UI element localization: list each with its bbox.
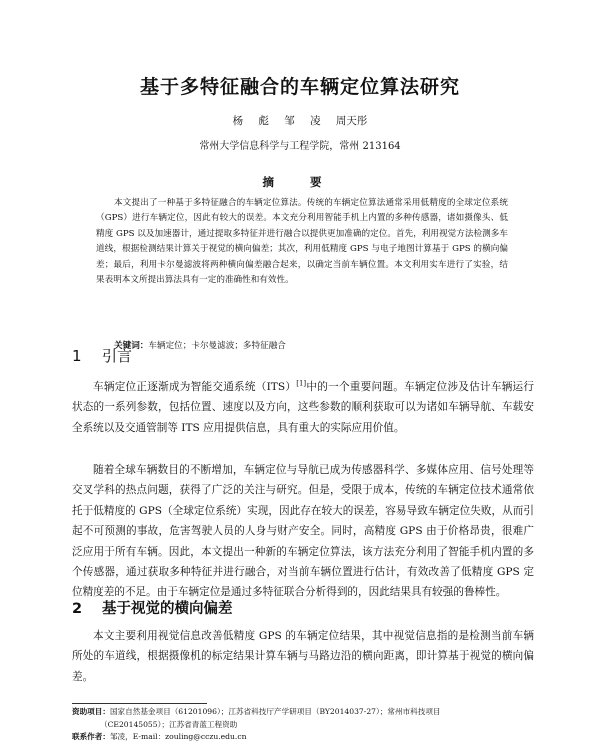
contact-label: 联系作者： bbox=[72, 732, 110, 741]
section-1-heading bbox=[72, 345, 132, 366]
funding-text-1: 国家自然基金项目（61201096）；江苏省科技厅产学研项目（BY2014037-27）；常州市科技项目 bbox=[109, 707, 441, 716]
section-2-title: 基于视觉的横向偏差 bbox=[102, 601, 233, 617]
section-1-paragraph-2: 随着全球车辆数目的不断增加，车辆定位与导航已成为传感器科学、多媒体应用、信号处理等交叉学科的热点问题，获得了广泛的关注与研究。但是，受限于成本，传统的车辆定位技术通常依托于低精度的 GPS（全球定位系统）实现，因此存在较大的误差，容易导致车辆定位失败，从而引起不可预测的事故，危害驾驶人员的人身与财产安全。同时，高精度 GPS 由于价格昂贵，很难广泛应用于所有车辆。因此，本文提出一种新的车辆定位算法，该方法充分利用了智能手机内置的多个传感器，通过获取多种特征并进行融合，对当前车辆位置进行估计，有效改善了低精度 GPS 定位精度差的不足。由于车辆定位是通过多特征联合分析得到的，因此结果具有较强的鲁棒性。 bbox=[72, 464, 534, 599]
section-1-paragraph-1 bbox=[72, 377, 534, 438]
section-2-heading bbox=[72, 597, 233, 618]
contact-text: 邹凌，E-mail：zouling@cczu.edu.cn bbox=[109, 732, 247, 741]
section-1-number: 1 bbox=[72, 347, 82, 365]
funding-line-1 bbox=[72, 706, 542, 719]
keywords bbox=[114, 339, 286, 351]
para-1-text-b: 中的一个重要问题。车辆定位涉及估计车辆运行状态的一系列参数，包括位置、速度以及方向，这些参数的顺利获取可以为诸如车辆导航、车载安全系统以及交通管制等 ITS 应用提供信息，具有重大的实际应用价值。 bbox=[72, 381, 534, 434]
section-1-title: 引言 bbox=[102, 347, 133, 365]
section-2-number: 2 bbox=[72, 601, 83, 617]
citation-ref: [1] bbox=[296, 379, 307, 388]
keywords-value: 车辆定位；卡尔曼滤波；多特征融合 bbox=[148, 341, 286, 351]
author-list: 杨 彪 邹 凌 周天彤 bbox=[232, 115, 368, 127]
funding-label: 资助项目： bbox=[72, 707, 110, 716]
contact-line bbox=[72, 731, 542, 744]
funding-line-2: （CE20145055）；江苏省青蓝工程资助 bbox=[100, 719, 238, 729]
keywords-label: 关键词： bbox=[114, 341, 149, 351]
footnote-divider bbox=[72, 703, 207, 704]
affiliation: 常州大学信息科学与工程学院，常州 213164 bbox=[199, 141, 401, 152]
section-2-paragraph-1: 本文主要利用视觉信息改善低精度 GPS 的车辆定位结果，其中视觉信息指的是检测当前车辆所处的车道线，根据摄像机的标定结果计算车辆与马路边沿的横向距离，即计算基于视觉的横向偏差。 bbox=[72, 630, 534, 683]
footnote bbox=[72, 706, 542, 744]
paper-title: 基于多特征融合的车辆定位算法研究 bbox=[139, 76, 460, 98]
para-1-text-a: 车辆定位正逐渐成为智能交通系统（ITS） bbox=[93, 381, 297, 393]
abstract-heading: 摘 要 bbox=[262, 175, 338, 189]
abstract-text: 本文提出了一种基于多特征融合的车辆定位算法。传统的车辆定位算法通常采用低精度的全球定位系统（GPS）进行车辆定位，因此有较大的误差。本文充分利用智能手机上内置的多种传感器，诸如摄像头、低精度 GPS 以及加速器计，通过提取多特征并进行融合以提供更加准确的定位。首先，利用视觉方法检测多车道线，根据检测结果计算关于视觉的横向偏差；其次，利用低精度 GPS 与电子地图计算基于 GPS 的横向偏差；最后，利用卡尔曼滤波将两种横向偏差融合起来，以确定当前车辆位置。本文利用实车进行了实验，结果表明本文所提出算法具有一定的准确性和有效性。 bbox=[96, 198, 508, 286]
